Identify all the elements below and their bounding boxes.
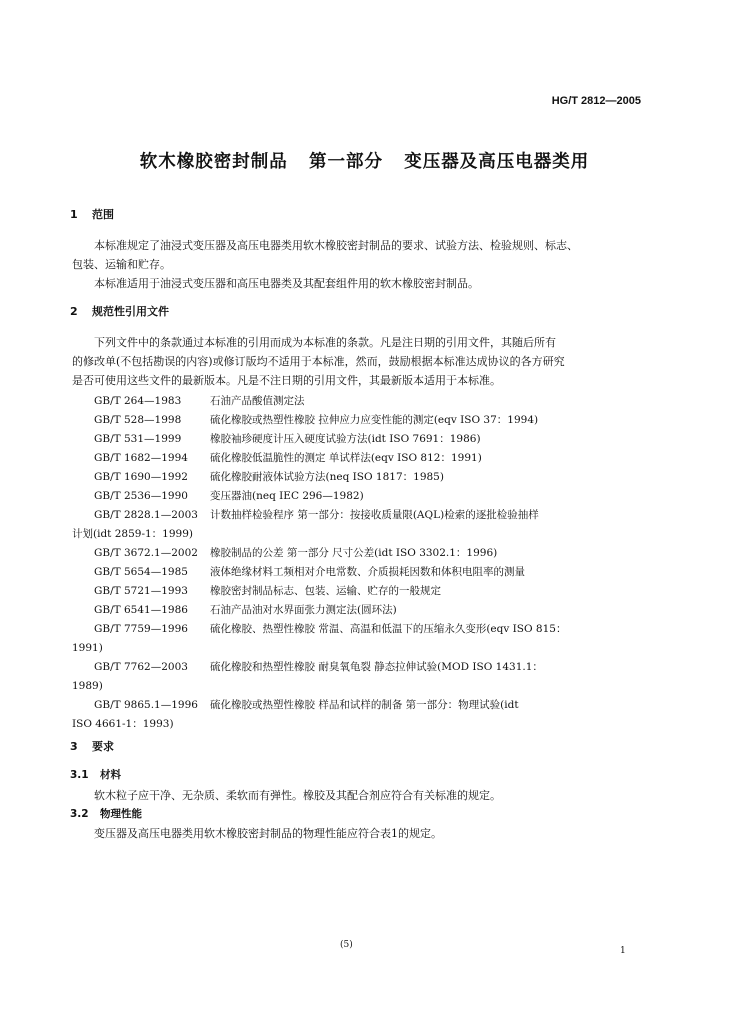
subsection-number: 3.2 [70,808,89,820]
section-number: 1 [70,208,78,221]
reference-item [94,508,539,522]
reference-continuation: 计划(idt 2859-1：1999) [72,528,194,540]
document-title: 软木橡胶密封制品 第一部分 变压器及高压电器类用 [139,152,590,172]
reference-title: 硫化橡胶耐液体试验方法(neq ISO 1817：1985) [210,471,444,483]
standard-number: HG/T 2812—2005 [551,95,641,107]
reference-title: 硫化橡胶和热塑性橡胶 耐臭氧龟裂 静态拉伸试验(MOD ISO 1431.1： [210,661,543,673]
reference-code: GB/T 5654—1985 [94,566,188,578]
reference-code: GB/T 264—1983 [94,395,182,407]
subsection-3-2-heading [70,807,142,821]
s2-intro-line-3: 是否可使用这些文件的最新版本。凡是不注日期的引用文件，其最新版本适用于本标准。 [72,374,501,387]
reference-code: GB/T 1690—1992 [94,471,188,483]
subsection-number: 3.1 [70,769,89,781]
subsection-title: 物理性能 [100,808,142,820]
reference-code: GB/T 528—1998 [94,414,182,426]
section-title: 规范性引用文件 [92,305,169,318]
reference-item [94,451,482,465]
reference-code: GB/T 1682—1994 [94,452,188,464]
reference-continuation: 1991) [72,642,103,654]
reference-continuation: 1989) [72,680,103,692]
reference-code: GB/T 2536—1990 [94,490,188,502]
footer-center-mark: (5) [340,940,353,950]
reference-title: 硫化橡胶、热塑性橡胶 常温、高温和低温下的压缩永久变形(eqv ISO 815： [210,623,567,635]
section-number: 3 [70,740,78,753]
reference-item [94,394,305,408]
reference-code: GB/T 531—1999 [94,433,182,445]
subsection-title: 材料 [100,769,121,781]
reference-item [94,489,364,503]
section-title: 要求 [92,740,114,753]
reference-code: GB/T 2828.1—2003 [94,509,198,521]
reference-code: GB/T 3672.1—2002 [94,547,198,559]
reference-item [94,565,525,579]
reference-title: 石油产品酸值测定法 [210,395,305,407]
reference-code: GB/T 9865.1—1996 [94,699,198,711]
reference-title: 石油产品油对水界面张力测定法(圆环法) [210,604,397,616]
reference-title: 橡胶密封制品标志、包装、运输、贮存的一般规定 [210,585,441,597]
section-number: 2 [70,305,78,318]
s1-paragraph-1-line-1: 本标准规定了油浸式变压器及高压电器类用软木橡胶密封制品的要求、试验方法、检验规则、标志、 [94,239,578,252]
reference-item [94,698,519,712]
section-title: 范围 [92,208,114,221]
reference-title: 橡胶制品的公差 第一部分 尺寸公差(idt ISO 3302.1：1996) [210,547,498,559]
section-3-heading [70,740,114,754]
reference-code: GB/T 5721—1993 [94,585,188,597]
reference-continuation: ISO 4661-1：1993) [72,718,174,730]
reference-item [94,660,543,674]
s1-paragraph-2: 本标准适用于油浸式变压器和高压电器类及其配套组件用的软木橡胶密封制品。 [94,277,479,290]
reference-title: 变压器油(neq IEC 296—1982) [210,490,364,502]
subsection-3-1-heading [70,768,121,782]
reference-item [94,432,481,446]
reference-item [94,413,538,427]
reference-item [94,546,497,560]
s3-2-text: 变压器及高压电器类用软木橡胶密封制品的物理性能应符合表1的规定。 [94,827,442,840]
reference-title: 硫化橡胶或热塑性橡胶 样品和试样的制备 第一部分：物理试验(idt [210,699,519,711]
reference-item [94,622,566,636]
reference-item [94,584,441,598]
reference-title: 计数抽样检验程序 第一部分：按接收质量限(AQL)检索的逐批检验抽样 [210,509,539,521]
reference-code: GB/T 7759—1996 [94,623,188,635]
reference-item [94,603,397,617]
s1-paragraph-1-line-2: 包装、运输和贮存。 [72,258,171,271]
s2-intro-line-1: 下列文件中的条款通过本标准的引用而成为本标准的条款。凡是注日期的引用文件，其随后所有 [94,336,556,349]
section-1-heading [70,208,114,222]
reference-title: 橡胶袖珍硬度计压入硬度试验方法(idt ISO 7691：1986) [210,433,481,445]
reference-code: GB/T 6541—1986 [94,604,188,616]
reference-title: 液体绝缘材料工频相对介电常数、介质损耗因数和体积电阻率的测量 [210,566,525,578]
reference-item [94,470,444,484]
reference-title: 硫化橡胶低温脆性的测定 单试样法(eqv ISO 812：1991) [210,452,482,464]
section-2-heading [70,305,169,319]
reference-code: GB/T 7762—2003 [94,661,188,673]
s2-intro-line-2: 的修改单(不包括勘误的内容)或修订版均不适用于本标准，然而，鼓励根据本标准达成协议的各方研究 [72,355,565,368]
page-number: 1 [620,946,626,956]
s3-1-text: 软木粒子应干净、无杂质、柔软而有弹性。橡胶及其配合剂应符合有关标准的规定。 [94,789,501,802]
reference-title: 硫化橡胶或热塑性橡胶 拉伸应力应变性能的测定(eqv ISO 37：1994) [210,414,539,426]
